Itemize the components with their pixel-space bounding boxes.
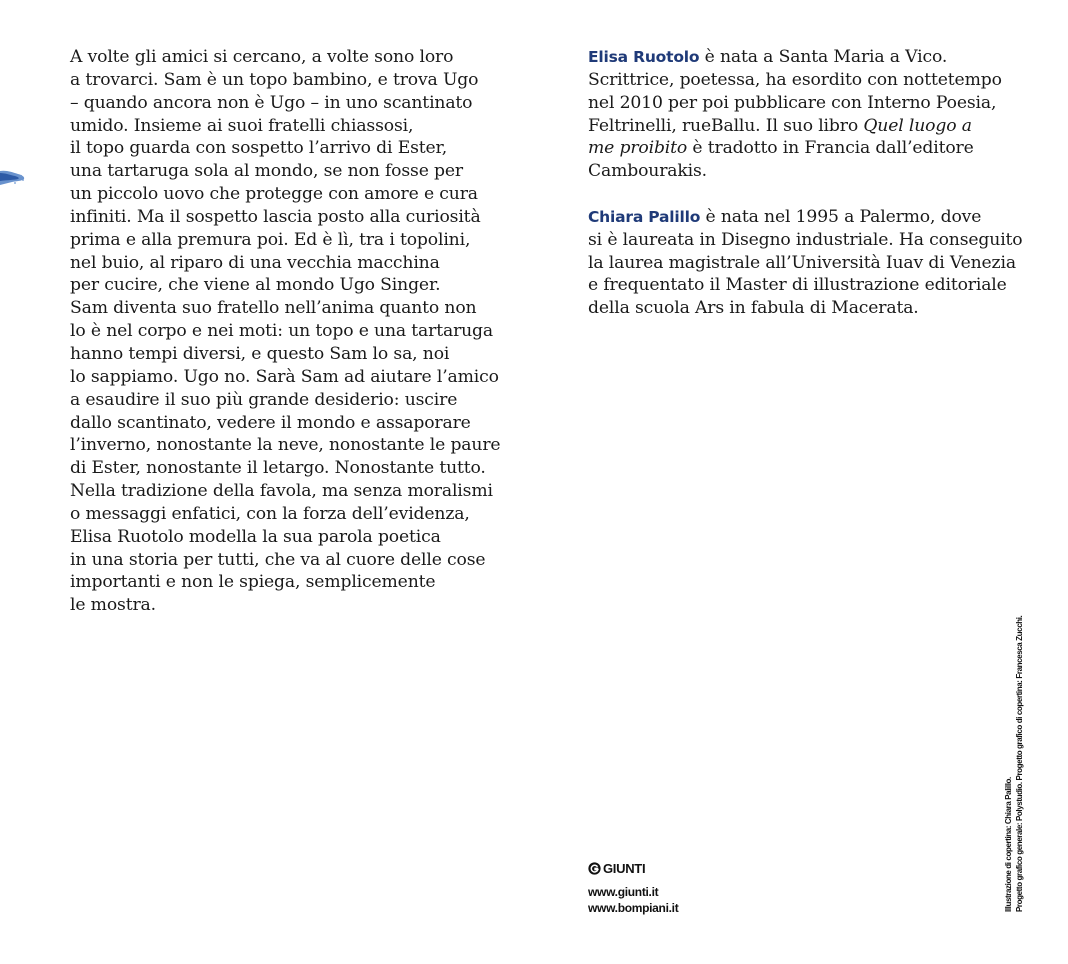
illustrator-bio-text: è nata nel 1995 a Palermo, dove [700, 206, 982, 227]
author-bio-line: Scrittrice, poetessa, ha esordito con nottetempo [588, 69, 1002, 90]
synopsis-line: importanti e non le spiega, semplicemente [70, 572, 436, 593]
synopsis-line: un piccolo uovo che protegge con amore e cura [70, 184, 478, 205]
website-link-bompiani[interactable]: www.bompiani.it [588, 901, 679, 915]
synopsis-line: Elisa Ruotolo modella la sua parola poetica [70, 526, 441, 547]
synopsis-line: prima e alla premura poi. Ed è lì, tra i topolini, [70, 229, 471, 250]
giunti-logo-icon [588, 862, 601, 875]
synopsis-line: dallo scantinato, vedere il mondo e assaporare [70, 412, 471, 433]
synopsis-line: il topo guarda con sospetto l’arrivo di Ester, [70, 138, 448, 159]
illustrator-bio-line: della scuola Ars in fabula di Macerata. [588, 298, 919, 319]
synopsis-line: l’inverno, nonostante la neve, nonostante le paure [70, 435, 501, 456]
synopsis-line: A volte gli amici si cercano, a volte sono loro [70, 47, 454, 67]
illustrator-bio-line [588, 206, 1028, 229]
synopsis-line: le mostra. [70, 595, 156, 616]
author-bio-line [588, 137, 1028, 160]
publisher-logo [588, 859, 678, 877]
synopsis-line: Nella tradizione della favola, ma senza moralismi [70, 481, 493, 502]
illustrator-name: Chiara Palillo [588, 207, 701, 226]
synopsis-line: umido. Insieme ai suoi fratelli chiassosi, [70, 115, 414, 136]
synopsis-line: lo è nel corpo e nei moti: un topo e una tartaruga [70, 321, 494, 342]
credits-line: Illustrazione di copertina: Chiara Palillo. [1004, 777, 1013, 912]
illustrator-bio [588, 206, 1028, 320]
book-synopsis [70, 46, 501, 617]
synopsis-line: infiniti. Ma il sospetto lascia posto alla curiosità [70, 206, 481, 227]
synopsis-line: o messaggi enfatici, con la forza dell’evidenza, [70, 503, 470, 524]
synopsis-line: lo sappiamo. Ugo no. Sarà Sam ad aiutare l’amico [70, 366, 499, 387]
cover-credits [1004, 592, 1025, 912]
synopsis-line: per cucire, che viene al mondo Ugo Singer. [70, 275, 441, 296]
synopsis-line: Sam diventa suo fratello nell’anima quanto non [70, 298, 477, 319]
synopsis-line: di Ester, nonostante il letargo. Nonostante tutto. [70, 458, 486, 479]
author-bio-text: è tradotto in Francia dall’editore [687, 138, 974, 159]
illustrator-bio-line: la laurea magistrale all’Università Iuav di Venezia [588, 252, 1016, 273]
synopsis-line: a esaudire il suo più grande desiderio: uscire [70, 389, 458, 410]
synopsis-line: nel buio, al riparo di una vecchia macchina [70, 252, 440, 273]
credits-line: Progetto grafico generale: Polystudio. Progetto grafico di copertina: Francesca Zucchi. [1014, 615, 1024, 912]
author-bio-line: Cambourakis. [588, 161, 707, 182]
publisher-name: GIUNTI [603, 860, 646, 876]
author-name: Elisa Ruotolo [588, 48, 700, 66]
author-bio [588, 46, 1028, 183]
synopsis-line: – quando ancora non è Ugo – in uno scantinato [70, 92, 473, 113]
publisher-block [588, 859, 678, 916]
illustrator-bio-line: e frequentato il Master di illustrazione editoriale [588, 275, 1007, 296]
author-bio-text: Feltrinelli, rueBallu. Il suo libro [588, 115, 864, 136]
bios-column [588, 46, 1028, 320]
author-bio-line: nel 2010 per poi pubblicare con Interno Poesia, [588, 92, 997, 113]
synopsis-line: una tartaruga sola al mondo, se non fosse per [70, 161, 463, 182]
website-link-giunti[interactable]: www.giunti.it [588, 885, 659, 899]
synopsis-line: in una storia per tutti, che va al cuore delle cose [70, 549, 486, 570]
synopsis-line: a trovarci. Sam è un topo bambino, e trova Ugo [70, 69, 479, 90]
book-title: me proibito [588, 138, 688, 159]
synopsis-line: hanno tempi diversi, e questo Sam lo sa, noi [70, 343, 450, 364]
book-title: Quel luogo a [863, 115, 972, 136]
author-bio-line [588, 46, 1028, 69]
illustrator-bio-line: si è laureata in Disegno industriale. Ha conseguito [588, 229, 1023, 250]
blue-paint-smudge [0, 167, 26, 189]
author-bio-line [588, 115, 1028, 138]
author-bio-text: è nata a Santa Maria a Vico. [699, 47, 948, 67]
